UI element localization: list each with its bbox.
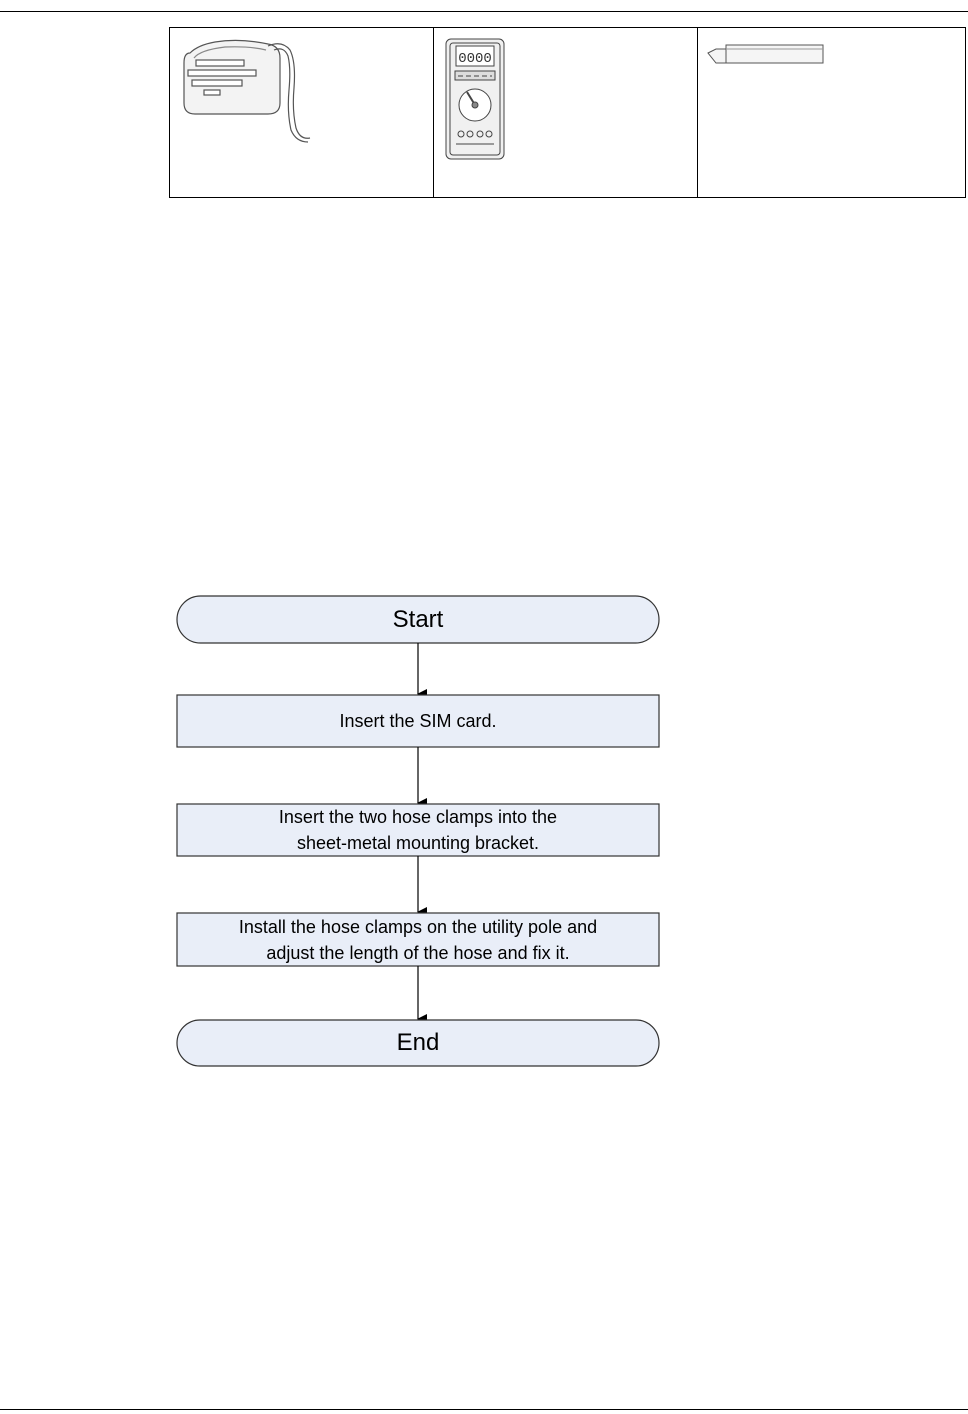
svg-text:0000: 0000: [458, 51, 492, 67]
step-2-line-1: Insert the two hose clamps into the: [278, 807, 558, 827]
step-2-text: [177, 804, 659, 856]
step-2-line-2: sheet-metal mounting bracket.: [296, 833, 540, 853]
footer-rule: [0, 1409, 968, 1410]
end-label: End: [396, 1029, 440, 1056]
step-3-line-2: adjust the length of the hose and fix it.: [266, 942, 570, 963]
step-1-line-1: Insert the SIM card.: [339, 711, 497, 731]
step-3-text: [177, 913, 659, 966]
start-label: Start: [392, 605, 444, 633]
step-1-text: [177, 695, 659, 747]
step-3-line-1: Install the hose clamps on the utility pole and: [238, 916, 598, 937]
